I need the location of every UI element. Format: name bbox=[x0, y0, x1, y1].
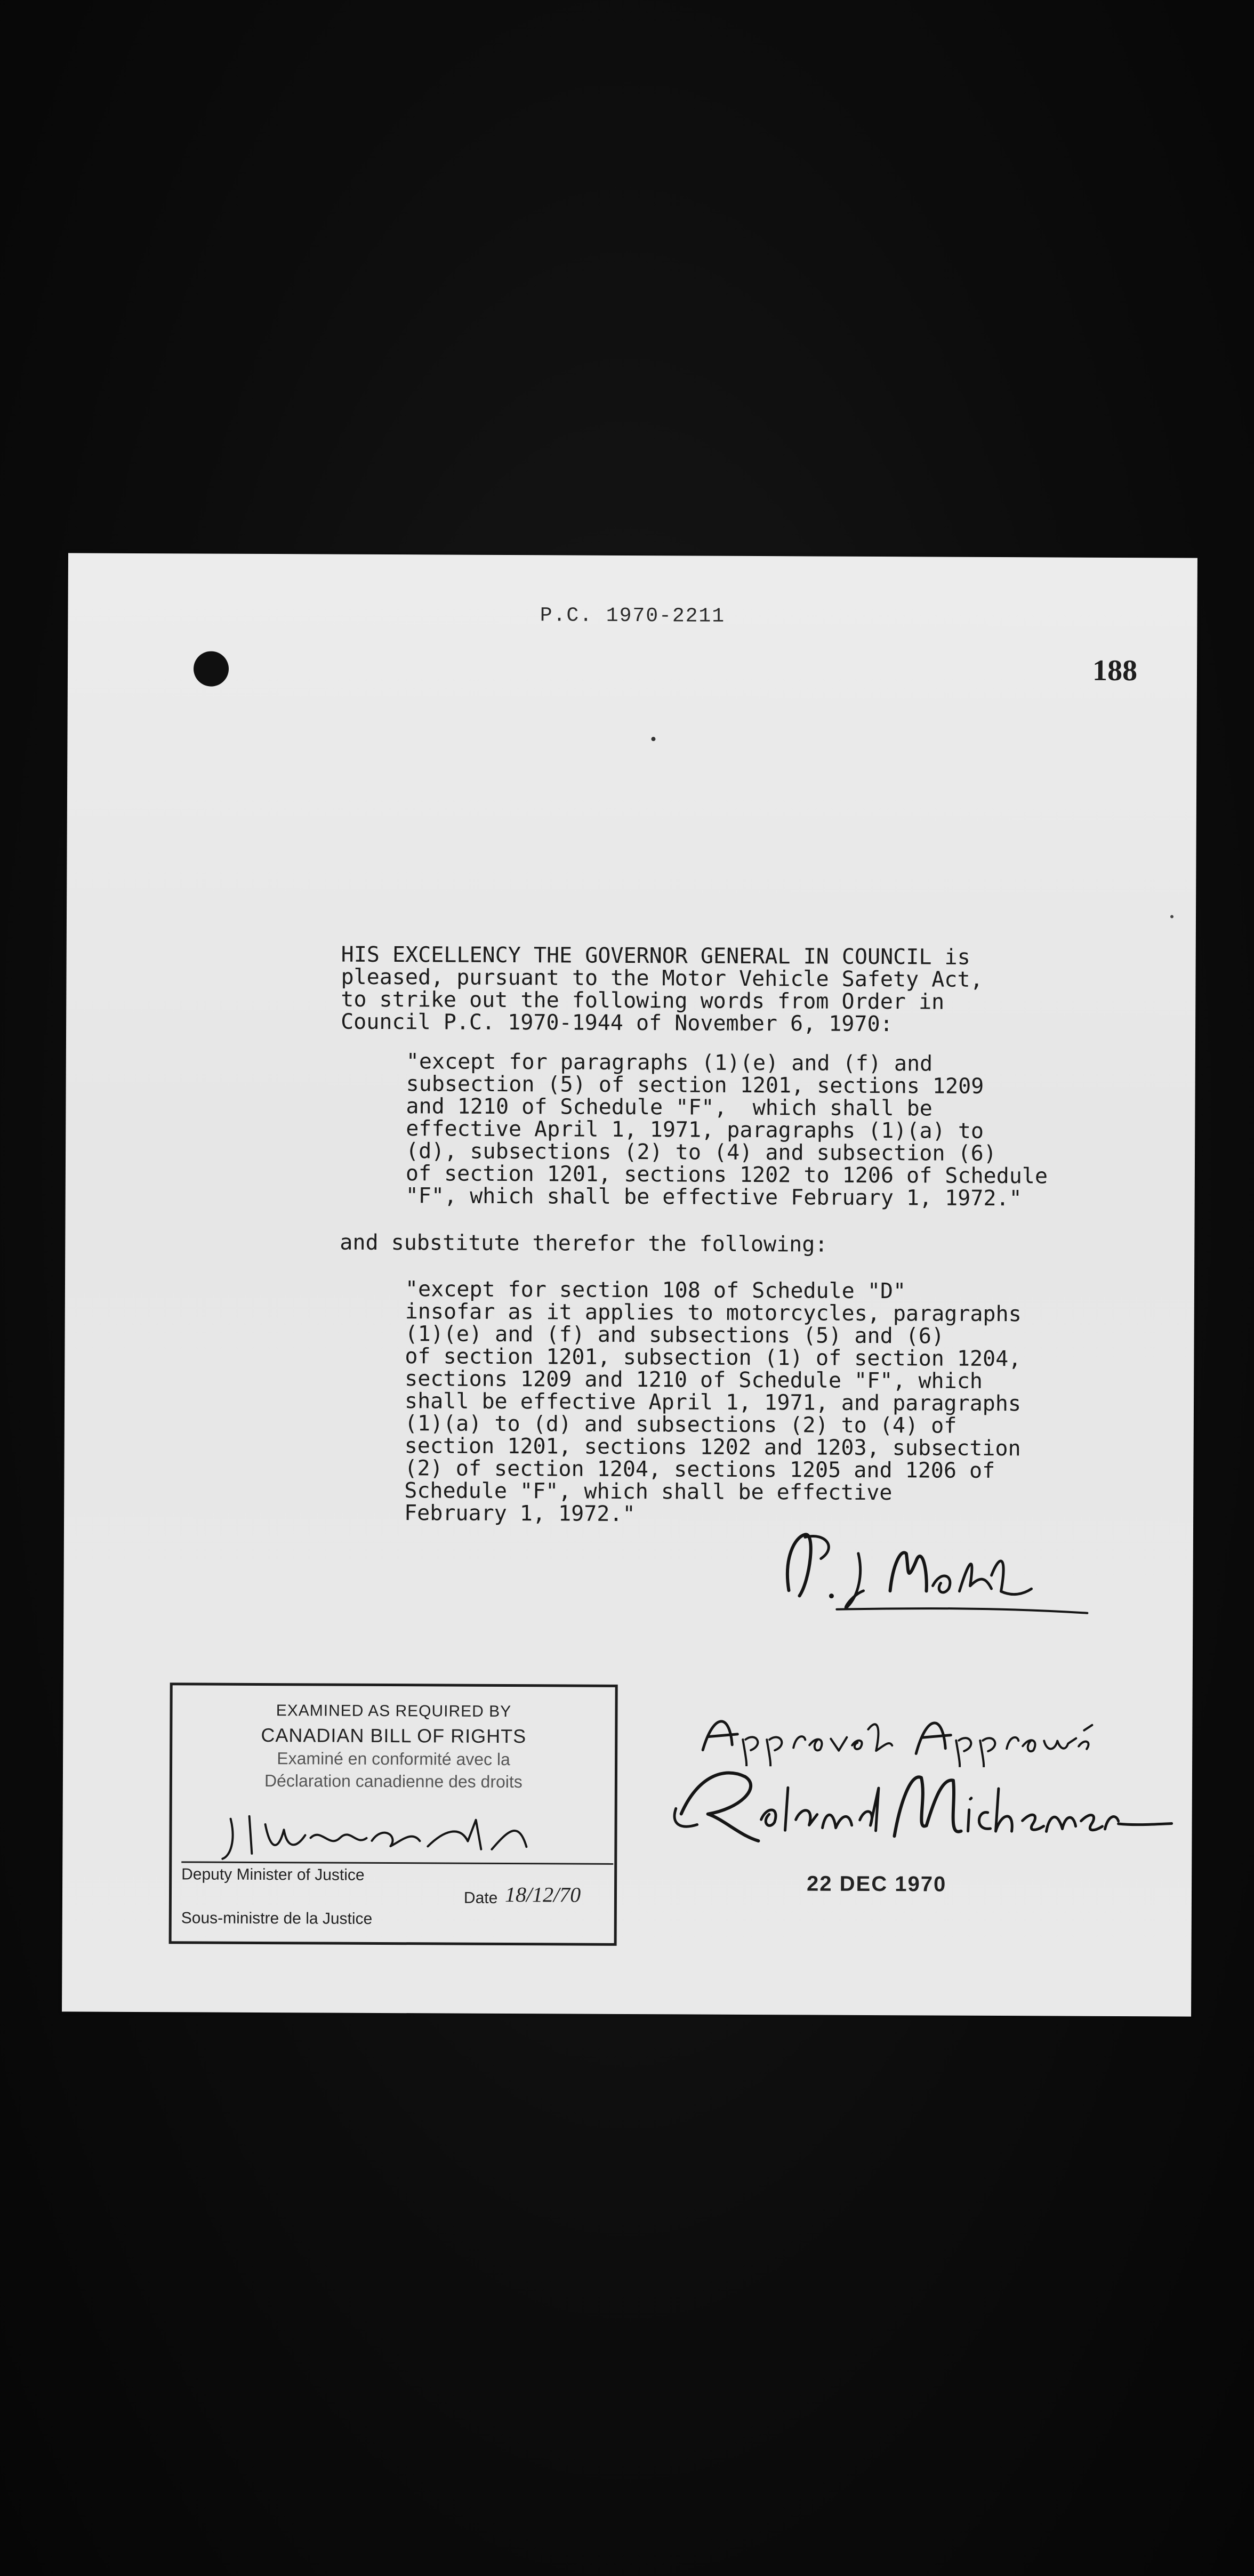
stamp-deputy-minister-label: Deputy Minister of Justice bbox=[181, 1865, 365, 1884]
paper-speck bbox=[651, 737, 655, 741]
order-reference: P.C. 1970-2211 bbox=[540, 604, 726, 628]
deputy-minister-signature bbox=[220, 1808, 604, 1869]
intro-paragraph: HIS EXCELLENCY THE GOVERNOR GENERAL IN COUNCIL is pleased, pursuant to the Motor Vehicle Safety Act, to strike out the following words from Order in Council P.C. 1970-1944 of November 6, 1970: bbox=[341, 942, 983, 1037]
bill-of-rights-stamp bbox=[169, 1683, 618, 1946]
substitute-paragraph: and substitute therefor the following: bbox=[340, 1230, 828, 1257]
stamp-sous-ministre-label: Sous-ministre de la Justice bbox=[181, 1909, 373, 1928]
stamp-date-value: 18/12/70 bbox=[504, 1882, 581, 1907]
punch-hole bbox=[194, 651, 229, 686]
minister-signature bbox=[757, 1516, 1098, 1635]
page-number: 188 bbox=[1092, 654, 1138, 688]
struck-quote: "except for paragraphs (1)(e) and (f) and subsection (5) of section 1201, sections 1209 and 1210 of Schedule "F", which shall be effective April 1, 1971, paragraphs (1)(a) to (d), subsections (2) to (4) and subsection (6) of section 1201, sections 1202 to 1206 of Schedule "F", which shall be effective February 1, 1972." bbox=[405, 1049, 1048, 1211]
stamp-examined-line: EXAMINED AS REQUIRED BY bbox=[276, 1702, 512, 1721]
paper-speck bbox=[1170, 915, 1173, 918]
governor-general-signature bbox=[665, 1755, 1177, 1853]
approval-date-stamp: 22 DEC 1970 bbox=[807, 1872, 947, 1896]
stamp-date-label: Date bbox=[463, 1889, 498, 1907]
stamp-french-line-2: Déclaration canadienne des droits bbox=[264, 1771, 522, 1792]
substituted-quote: "except for section 108 of Schedule "D" insofar as it applies to motorcycles, paragraphs (1)(e) and (f) and subsections (5) and (6) of section 1201, subsection (1) of section 1204, sections 1209 and 1210 of Schedule "F", which shall be effective April 1, 1971, and paragraphs (1)(a) to (d) and subsections (2) to (4) of section 1201, sections 1202 and 1203, subsection (2) of section 1204, sections 1205 and 1206 of Schedule "F", which shall be effective February 1, 1972." bbox=[404, 1277, 1022, 1527]
stamp-bill-of-rights-line: CANADIAN BILL OF RIGHTS bbox=[261, 1724, 527, 1748]
document-page bbox=[62, 553, 1197, 2016]
stamp-french-line-1: Examiné en conformité avec la bbox=[277, 1749, 510, 1769]
